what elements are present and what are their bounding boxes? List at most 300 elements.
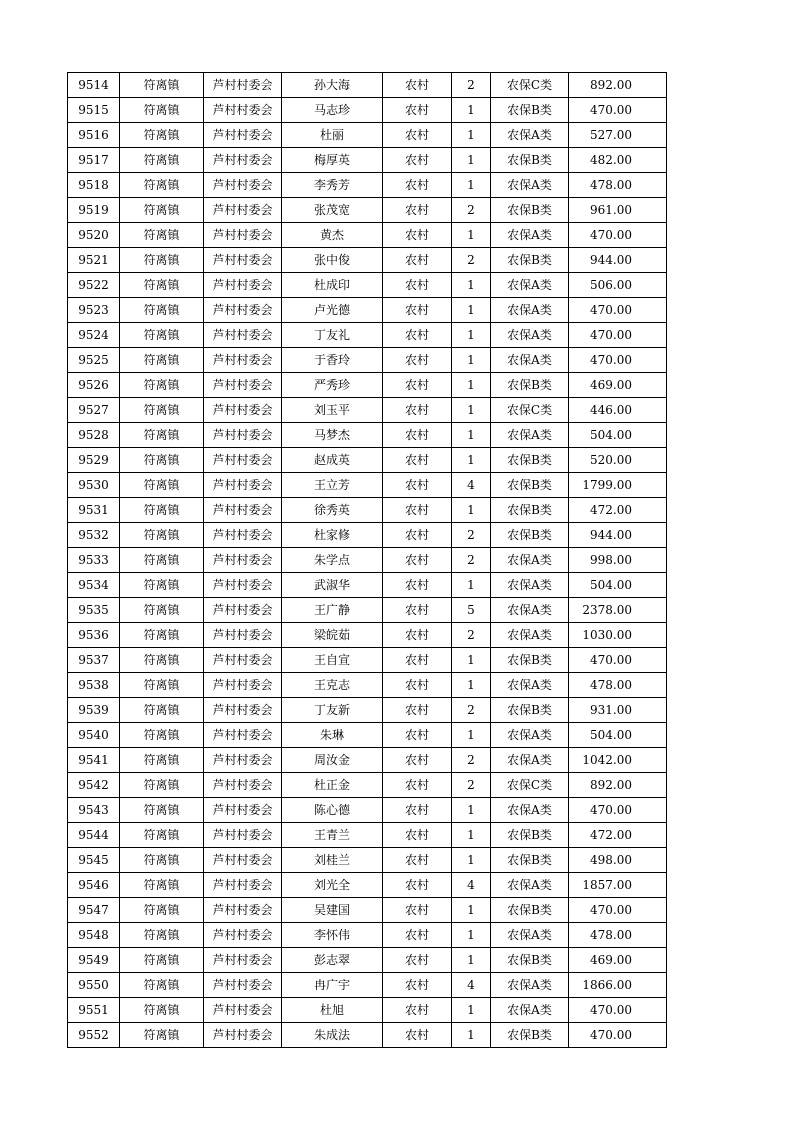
resident-name-cell: 张中俊 [282, 248, 383, 273]
residence-type-cell: 农村 [383, 223, 452, 248]
amount-cell: 961.00 [569, 198, 667, 223]
resident-name-cell: 丁友礼 [282, 323, 383, 348]
residence-type-cell: 农村 [383, 848, 452, 873]
table-row [68, 548, 667, 573]
amount-cell: 478.00 [569, 923, 667, 948]
resident-name-cell: 丁友新 [282, 698, 383, 723]
amount-cell: 1866.00 [569, 973, 667, 998]
amount-cell: 504.00 [569, 723, 667, 748]
village-committee-cell: 芦村村委会 [204, 623, 282, 648]
residence-type-cell: 农村 [383, 423, 452, 448]
township-cell: 符离镇 [120, 323, 204, 348]
record-number-cell: 9541 [68, 748, 120, 773]
resident-name-cell: 李怀伟 [282, 923, 383, 948]
table-row [68, 373, 667, 398]
record-number-cell: 9519 [68, 198, 120, 223]
resident-name-cell: 马梦杰 [282, 423, 383, 448]
residence-type-cell: 农村 [383, 748, 452, 773]
record-number-cell: 9550 [68, 973, 120, 998]
village-committee-cell: 芦村村委会 [204, 498, 282, 523]
record-number-cell: 9543 [68, 798, 120, 823]
township-cell: 符离镇 [120, 948, 204, 973]
record-number-cell: 9534 [68, 573, 120, 598]
record-number-cell: 9531 [68, 498, 120, 523]
record-number-cell: 9548 [68, 923, 120, 948]
village-committee-cell: 芦村村委会 [204, 848, 282, 873]
allowance-roster-table [67, 72, 667, 1048]
insurance-category-cell: 农保B类 [491, 948, 569, 973]
table-row [68, 323, 667, 348]
village-committee-cell: 芦村村委会 [204, 698, 282, 723]
township-cell: 符离镇 [120, 573, 204, 598]
household-size-cell: 1 [452, 923, 491, 948]
township-cell: 符离镇 [120, 173, 204, 198]
household-size-cell: 1 [452, 398, 491, 423]
amount-cell: 470.00 [569, 648, 667, 673]
resident-name-cell: 孙大海 [282, 73, 383, 98]
amount-cell: 478.00 [569, 673, 667, 698]
amount-cell: 892.00 [569, 773, 667, 798]
household-size-cell: 1 [452, 223, 491, 248]
residence-type-cell: 农村 [383, 923, 452, 948]
resident-name-cell: 梁皖茹 [282, 623, 383, 648]
household-size-cell: 4 [452, 873, 491, 898]
record-number-cell: 9524 [68, 323, 120, 348]
table-row [68, 873, 667, 898]
village-committee-cell: 芦村村委会 [204, 898, 282, 923]
resident-name-cell: 朱成法 [282, 1023, 383, 1048]
record-number-cell: 9526 [68, 373, 120, 398]
residence-type-cell: 农村 [383, 448, 452, 473]
residence-type-cell: 农村 [383, 148, 452, 173]
resident-name-cell: 卢光德 [282, 298, 383, 323]
township-cell: 符离镇 [120, 598, 204, 623]
insurance-category-cell: 农保B类 [491, 823, 569, 848]
township-cell: 符离镇 [120, 873, 204, 898]
household-size-cell: 4 [452, 973, 491, 998]
village-committee-cell: 芦村村委会 [204, 323, 282, 348]
village-committee-cell: 芦村村委会 [204, 523, 282, 548]
village-committee-cell: 芦村村委会 [204, 348, 282, 373]
resident-name-cell: 梅厚英 [282, 148, 383, 173]
table-row [68, 748, 667, 773]
resident-name-cell: 王克志 [282, 673, 383, 698]
amount-cell: 470.00 [569, 998, 667, 1023]
residence-type-cell: 农村 [383, 948, 452, 973]
residence-type-cell: 农村 [383, 73, 452, 98]
insurance-category-cell: 农保B类 [491, 1023, 569, 1048]
township-cell: 符离镇 [120, 248, 204, 273]
amount-cell: 931.00 [569, 698, 667, 723]
resident-name-cell: 刘光全 [282, 873, 383, 898]
resident-name-cell: 杜成印 [282, 273, 383, 298]
township-cell: 符离镇 [120, 973, 204, 998]
table-row [68, 948, 667, 973]
resident-name-cell: 杜旭 [282, 998, 383, 1023]
township-cell: 符离镇 [120, 648, 204, 673]
table-row [68, 423, 667, 448]
insurance-category-cell: 农保B类 [491, 698, 569, 723]
insurance-category-cell: 农保A类 [491, 798, 569, 823]
residence-type-cell: 农村 [383, 898, 452, 923]
table-row [68, 223, 667, 248]
residence-type-cell: 农村 [383, 648, 452, 673]
household-size-cell: 1 [452, 998, 491, 1023]
table-row [68, 523, 667, 548]
household-size-cell: 1 [452, 673, 491, 698]
village-committee-cell: 芦村村委会 [204, 948, 282, 973]
household-size-cell: 2 [452, 623, 491, 648]
village-committee-cell: 芦村村委会 [204, 973, 282, 998]
record-number-cell: 9551 [68, 998, 120, 1023]
household-size-cell: 1 [452, 498, 491, 523]
record-number-cell: 9521 [68, 248, 120, 273]
household-size-cell: 1 [452, 348, 491, 373]
township-cell: 符离镇 [120, 823, 204, 848]
household-size-cell: 1 [452, 648, 491, 673]
amount-cell: 446.00 [569, 398, 667, 423]
household-size-cell: 1 [452, 98, 491, 123]
household-size-cell: 1 [452, 823, 491, 848]
insurance-category-cell: 农保A类 [491, 998, 569, 1023]
village-committee-cell: 芦村村委会 [204, 773, 282, 798]
amount-cell: 470.00 [569, 298, 667, 323]
village-committee-cell: 芦村村委会 [204, 173, 282, 198]
household-size-cell: 2 [452, 548, 491, 573]
township-cell: 符离镇 [120, 548, 204, 573]
table-row [68, 698, 667, 723]
household-size-cell: 2 [452, 248, 491, 273]
insurance-category-cell: 农保A类 [491, 123, 569, 148]
insurance-category-cell: 农保B类 [491, 523, 569, 548]
village-committee-cell: 芦村村委会 [204, 723, 282, 748]
record-number-cell: 9547 [68, 898, 120, 923]
resident-name-cell: 李秀芳 [282, 173, 383, 198]
insurance-category-cell: 农保A类 [491, 348, 569, 373]
resident-name-cell: 马志珍 [282, 98, 383, 123]
insurance-category-cell: 农保B类 [491, 248, 569, 273]
township-cell: 符离镇 [120, 423, 204, 448]
resident-name-cell: 王自宣 [282, 648, 383, 673]
township-cell: 符离镇 [120, 198, 204, 223]
household-size-cell: 2 [452, 748, 491, 773]
insurance-category-cell: 农保C类 [491, 73, 569, 98]
resident-name-cell: 杜家修 [282, 523, 383, 548]
amount-cell: 469.00 [569, 373, 667, 398]
insurance-category-cell: 农保A类 [491, 173, 569, 198]
table-row [68, 148, 667, 173]
record-number-cell: 9537 [68, 648, 120, 673]
insurance-category-cell: 农保A类 [491, 748, 569, 773]
residence-type-cell: 农村 [383, 698, 452, 723]
insurance-category-cell: 农保A类 [491, 723, 569, 748]
amount-cell: 470.00 [569, 98, 667, 123]
amount-cell: 944.00 [569, 523, 667, 548]
household-size-cell: 1 [452, 273, 491, 298]
township-cell: 符离镇 [120, 1023, 204, 1048]
village-committee-cell: 芦村村委会 [204, 148, 282, 173]
insurance-category-cell: 农保B类 [491, 148, 569, 173]
roster-body [68, 73, 667, 1048]
township-cell: 符离镇 [120, 73, 204, 98]
residence-type-cell: 农村 [383, 323, 452, 348]
resident-name-cell: 王广静 [282, 598, 383, 623]
record-number-cell: 9544 [68, 823, 120, 848]
record-number-cell: 9540 [68, 723, 120, 748]
township-cell: 符离镇 [120, 498, 204, 523]
insurance-category-cell: 农保A类 [491, 423, 569, 448]
village-committee-cell: 芦村村委会 [204, 223, 282, 248]
village-committee-cell: 芦村村委会 [204, 998, 282, 1023]
township-cell: 符离镇 [120, 798, 204, 823]
household-size-cell: 2 [452, 198, 491, 223]
township-cell: 符离镇 [120, 373, 204, 398]
residence-type-cell: 农村 [383, 273, 452, 298]
village-committee-cell: 芦村村委会 [204, 798, 282, 823]
village-committee-cell: 芦村村委会 [204, 923, 282, 948]
household-size-cell: 1 [452, 423, 491, 448]
table-row [68, 98, 667, 123]
village-committee-cell: 芦村村委会 [204, 473, 282, 498]
record-number-cell: 9528 [68, 423, 120, 448]
table-row [68, 448, 667, 473]
village-committee-cell: 芦村村委会 [204, 573, 282, 598]
table-row [68, 73, 667, 98]
record-number-cell: 9532 [68, 523, 120, 548]
table-row [68, 673, 667, 698]
record-number-cell: 9542 [68, 773, 120, 798]
residence-type-cell: 农村 [383, 398, 452, 423]
table-row [68, 598, 667, 623]
record-number-cell: 9527 [68, 398, 120, 423]
village-committee-cell: 芦村村委会 [204, 448, 282, 473]
record-number-cell: 9545 [68, 848, 120, 873]
table-row [68, 298, 667, 323]
village-committee-cell: 芦村村委会 [204, 1023, 282, 1048]
residence-type-cell: 农村 [383, 523, 452, 548]
table-row [68, 923, 667, 948]
village-committee-cell: 芦村村委会 [204, 273, 282, 298]
township-cell: 符离镇 [120, 523, 204, 548]
township-cell: 符离镇 [120, 623, 204, 648]
village-committee-cell: 芦村村委会 [204, 673, 282, 698]
table-row [68, 898, 667, 923]
household-size-cell: 1 [452, 798, 491, 823]
amount-cell: 1857.00 [569, 873, 667, 898]
amount-cell: 527.00 [569, 123, 667, 148]
township-cell: 符离镇 [120, 773, 204, 798]
township-cell: 符离镇 [120, 98, 204, 123]
insurance-category-cell: 农保A类 [491, 923, 569, 948]
household-size-cell: 1 [452, 948, 491, 973]
village-committee-cell: 芦村村委会 [204, 298, 282, 323]
residence-type-cell: 农村 [383, 348, 452, 373]
household-size-cell: 4 [452, 473, 491, 498]
amount-cell: 498.00 [569, 848, 667, 873]
record-number-cell: 9515 [68, 98, 120, 123]
residence-type-cell: 农村 [383, 298, 452, 323]
resident-name-cell: 于香玲 [282, 348, 383, 373]
record-number-cell: 9538 [68, 673, 120, 698]
resident-name-cell: 冉广宇 [282, 973, 383, 998]
table-row [68, 1023, 667, 1048]
residence-type-cell: 农村 [383, 798, 452, 823]
table-row [68, 723, 667, 748]
amount-cell: 470.00 [569, 223, 667, 248]
table-row [68, 798, 667, 823]
village-committee-cell: 芦村村委会 [204, 748, 282, 773]
household-size-cell: 1 [452, 148, 491, 173]
resident-name-cell: 陈心德 [282, 798, 383, 823]
table-row [68, 998, 667, 1023]
insurance-category-cell: 农保A类 [491, 548, 569, 573]
resident-name-cell: 王青兰 [282, 823, 383, 848]
amount-cell: 472.00 [569, 498, 667, 523]
residence-type-cell: 农村 [383, 248, 452, 273]
amount-cell: 470.00 [569, 323, 667, 348]
village-committee-cell: 芦村村委会 [204, 98, 282, 123]
residence-type-cell: 农村 [383, 573, 452, 598]
township-cell: 符离镇 [120, 298, 204, 323]
amount-cell: 998.00 [569, 548, 667, 573]
amount-cell: 470.00 [569, 1023, 667, 1048]
record-number-cell: 9546 [68, 873, 120, 898]
residence-type-cell: 农村 [383, 973, 452, 998]
amount-cell: 504.00 [569, 423, 667, 448]
residence-type-cell: 农村 [383, 548, 452, 573]
insurance-category-cell: 农保A类 [491, 573, 569, 598]
record-number-cell: 9514 [68, 73, 120, 98]
amount-cell: 892.00 [569, 73, 667, 98]
resident-name-cell: 杜丽 [282, 123, 383, 148]
record-number-cell: 9552 [68, 1023, 120, 1048]
township-cell: 符离镇 [120, 923, 204, 948]
household-size-cell: 2 [452, 698, 491, 723]
insurance-category-cell: 农保B类 [491, 448, 569, 473]
household-size-cell: 1 [452, 1023, 491, 1048]
record-number-cell: 9539 [68, 698, 120, 723]
township-cell: 符离镇 [120, 223, 204, 248]
insurance-category-cell: 农保A类 [491, 323, 569, 348]
township-cell: 符离镇 [120, 898, 204, 923]
insurance-category-cell: 农保B类 [491, 198, 569, 223]
residence-type-cell: 农村 [383, 123, 452, 148]
insurance-category-cell: 农保B类 [491, 898, 569, 923]
insurance-category-cell: 农保C类 [491, 398, 569, 423]
insurance-category-cell: 农保A类 [491, 623, 569, 648]
record-number-cell: 9536 [68, 623, 120, 648]
household-size-cell: 1 [452, 723, 491, 748]
resident-name-cell: 黄杰 [282, 223, 383, 248]
resident-name-cell: 徐秀英 [282, 498, 383, 523]
township-cell: 符离镇 [120, 698, 204, 723]
resident-name-cell: 赵成英 [282, 448, 383, 473]
insurance-category-cell: 农保B类 [491, 848, 569, 873]
record-number-cell: 9520 [68, 223, 120, 248]
amount-cell: 478.00 [569, 173, 667, 198]
table-row [68, 173, 667, 198]
insurance-category-cell: 农保B类 [491, 473, 569, 498]
residence-type-cell: 农村 [383, 98, 452, 123]
record-number-cell: 9517 [68, 148, 120, 173]
table-row [68, 348, 667, 373]
amount-cell: 1042.00 [569, 748, 667, 773]
residence-type-cell: 农村 [383, 823, 452, 848]
household-size-cell: 1 [452, 123, 491, 148]
table-row [68, 198, 667, 223]
resident-name-cell: 严秀珍 [282, 373, 383, 398]
insurance-category-cell: 农保C类 [491, 773, 569, 798]
household-size-cell: 2 [452, 523, 491, 548]
table-row [68, 773, 667, 798]
insurance-category-cell: 农保A类 [491, 598, 569, 623]
record-number-cell: 9522 [68, 273, 120, 298]
village-committee-cell: 芦村村委会 [204, 373, 282, 398]
amount-cell: 1030.00 [569, 623, 667, 648]
amount-cell: 504.00 [569, 573, 667, 598]
record-number-cell: 9533 [68, 548, 120, 573]
amount-cell: 470.00 [569, 898, 667, 923]
table-row [68, 248, 667, 273]
household-size-cell: 1 [452, 898, 491, 923]
village-committee-cell: 芦村村委会 [204, 648, 282, 673]
residence-type-cell: 农村 [383, 723, 452, 748]
residence-type-cell: 农村 [383, 473, 452, 498]
village-committee-cell: 芦村村委会 [204, 198, 282, 223]
resident-name-cell: 朱琳 [282, 723, 383, 748]
village-committee-cell: 芦村村委会 [204, 398, 282, 423]
household-size-cell: 1 [452, 373, 491, 398]
township-cell: 符离镇 [120, 448, 204, 473]
township-cell: 符离镇 [120, 748, 204, 773]
insurance-category-cell: 农保A类 [491, 273, 569, 298]
residence-type-cell: 农村 [383, 998, 452, 1023]
residence-type-cell: 农村 [383, 498, 452, 523]
table-row [68, 623, 667, 648]
resident-name-cell: 杜正金 [282, 773, 383, 798]
resident-name-cell: 朱学点 [282, 548, 383, 573]
household-size-cell: 2 [452, 73, 491, 98]
resident-name-cell: 武淑华 [282, 573, 383, 598]
household-size-cell: 1 [452, 848, 491, 873]
township-cell: 符离镇 [120, 273, 204, 298]
village-committee-cell: 芦村村委会 [204, 423, 282, 448]
amount-cell: 470.00 [569, 348, 667, 373]
table-row [68, 473, 667, 498]
residence-type-cell: 农村 [383, 1023, 452, 1048]
insurance-category-cell: 农保B类 [491, 498, 569, 523]
insurance-category-cell: 农保B类 [491, 648, 569, 673]
amount-cell: 1799.00 [569, 473, 667, 498]
residence-type-cell: 农村 [383, 773, 452, 798]
township-cell: 符离镇 [120, 998, 204, 1023]
township-cell: 符离镇 [120, 723, 204, 748]
record-number-cell: 9525 [68, 348, 120, 373]
household-size-cell: 5 [452, 598, 491, 623]
household-size-cell: 1 [452, 323, 491, 348]
township-cell: 符离镇 [120, 673, 204, 698]
residence-type-cell: 农村 [383, 198, 452, 223]
village-committee-cell: 芦村村委会 [204, 548, 282, 573]
insurance-category-cell: 农保B类 [491, 373, 569, 398]
residence-type-cell: 农村 [383, 373, 452, 398]
residence-type-cell: 农村 [383, 598, 452, 623]
insurance-category-cell: 农保A类 [491, 973, 569, 998]
insurance-category-cell: 农保A类 [491, 298, 569, 323]
record-number-cell: 9549 [68, 948, 120, 973]
amount-cell: 470.00 [569, 798, 667, 823]
residence-type-cell: 农村 [383, 673, 452, 698]
